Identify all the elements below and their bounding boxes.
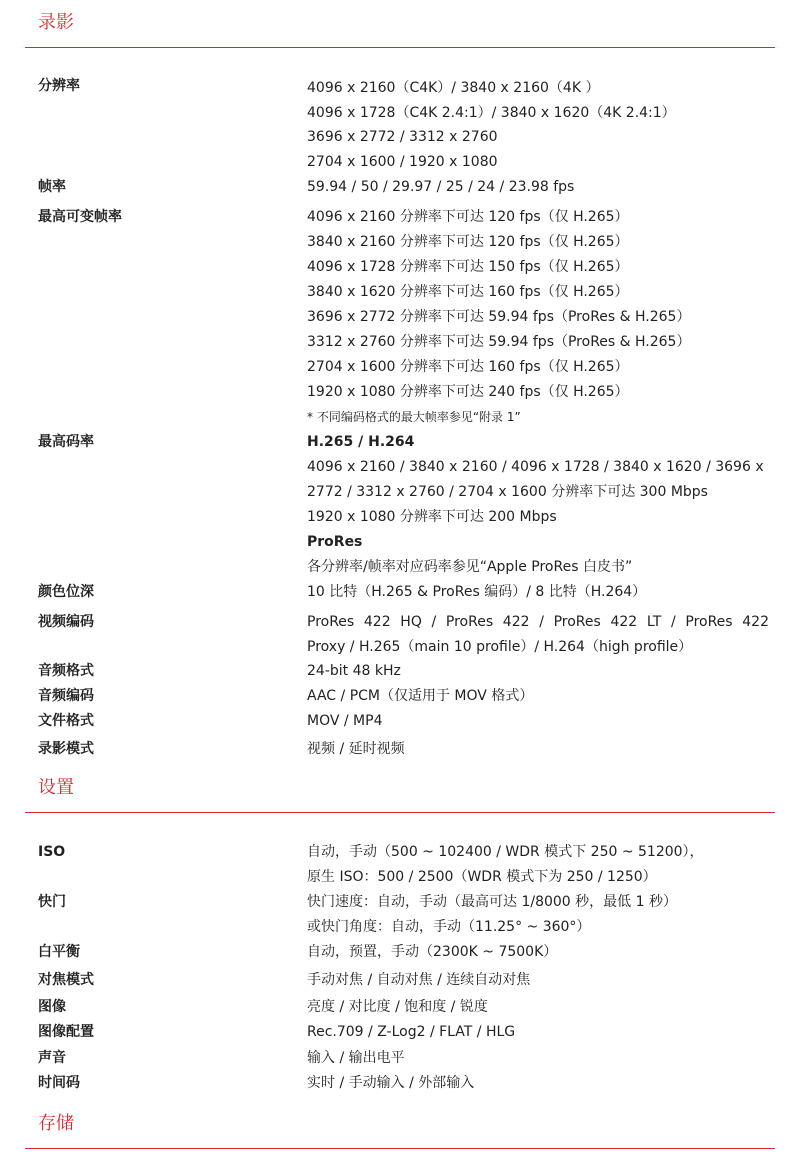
label-file-format: 文件格式 [38,713,94,729]
value-max-vfr-line-7: 2704 x 1600 分辨率下可达 160 fps（仅 H.265） [307,359,629,375]
label-max-vfr: 最高可变帧率 [38,209,122,225]
value-iso-line-1: 自动，手动（500 ~ 102400 / WDR 模式下 250 ~ 51200）， [307,844,704,860]
label-audio-format: 音频格式 [38,663,94,679]
value-max-vfr-line-1: 4096 x 2160 分辨率下可达 120 fps（仅 H.265） [307,209,629,225]
value-timecode: 实时 / 手动输入 / 外部输入 [307,1075,475,1091]
value-iso-line-2: 原生 ISO：500 / 2500（WDR 模式下为 250 / 1250） [307,869,657,885]
label-record-mode: 录影模式 [38,741,94,757]
value-shutter-line-1: 快门速度：自动，手动（最高可达 1/8000 秒，最低 1 秒） [307,894,677,910]
value-audio-format: 24-bit 48 kHz [307,663,401,679]
value-color-depth: 10 比特（H.265 & ProRes 编码）/ 8 比特（H.264） [307,584,647,600]
value-max-vfr-line-8: 1920 x 1080 分辨率下可达 240 fps（仅 H.265） [307,384,629,400]
value-bitrate-prores-line: 各分辨率/帧率对应码率参见“Apple ProRes 白皮书” [307,559,633,575]
value-bitrate-h265-line-1: 4096 x 2160 / 3840 x 2160 / 4096 x 1728 / 3840 x 1620 / 3696 x [307,459,764,475]
section-divider-storage [25,1148,775,1149]
section-title-storage: 存储 [38,1113,74,1134]
value-max-vfr-line-3: 4096 x 1728 分辨率下可达 150 fps（仅 H.265） [307,259,629,275]
value-image-profile: Rec.709 / Z-Log2 / FLAT / HLG [307,1024,516,1040]
value-audio-codec: AAC / PCM（仅适用于 MOV 格式） [307,688,534,704]
value-resolution-line-3: 3696 x 2772 / 3312 x 2760 [307,129,498,145]
label-image: 图像 [38,999,66,1015]
value-image: 亮度 / 对比度 / 饱和度 / 锐度 [307,999,488,1015]
section-divider-settings [25,812,775,813]
label-resolution: 分辨率 [38,78,80,94]
value-focus-mode: 手动对焦 / 自动对焦 / 连续自动对焦 [307,972,531,988]
value-video-codec-line-1: ProRes 422 HQ / ProRes 422 / ProRes 422 LT / ProRes 422 [307,614,769,630]
value-white-balance: 自动，预置，手动（2300K ~ 7500K） [307,944,558,960]
label-video-codec: 视频编码 [38,614,94,630]
value-frame-rate: 59.94 / 50 / 29.97 / 25 / 24 / 23.98 fps [307,179,575,195]
label-frame-rate: 帧率 [38,179,66,195]
label-audio: 声音 [38,1050,66,1066]
section-divider-recording [25,47,775,48]
section-title-recording: 录影 [38,12,74,33]
value-shutter-line-2: 或快门角度：自动，手动（11.25° ~ 360°） [307,919,591,935]
value-resolution-line-2: 4096 x 1728（C4K 2.4:1）/ 3840 x 1620（4K 2.4:1） [307,105,676,121]
value-audio: 输入 / 输出电平 [307,1050,405,1066]
label-timecode: 时间码 [38,1075,80,1091]
value-bitrate-prores-heading: ProRes [307,534,363,550]
label-iso: ISO [38,844,66,860]
value-max-vfr-note: * 不同编码格式的最大帧率参见“附录 1” [307,410,521,424]
label-audio-codec: 音频编码 [38,688,94,704]
value-bitrate-h265-line-3: 1920 x 1080 分辨率下可达 200 Mbps [307,509,557,525]
label-shutter: 快门 [38,894,66,910]
label-focus-mode: 对焦模式 [38,972,94,988]
label-white-balance: 白平衡 [38,944,80,960]
value-bitrate-h265-heading: H.265 / H.264 [307,434,415,450]
value-max-vfr-line-4: 3840 x 1620 分辨率下可达 160 fps（仅 H.265） [307,284,629,300]
section-title-settings: 设置 [38,777,74,798]
value-max-vfr-line-6: 3312 x 2760 分辨率下可达 59.94 fps（ProRes & H.265） [307,334,691,350]
value-resolution-line-4: 2704 x 1600 / 1920 x 1080 [307,154,498,170]
value-file-format: MOV / MP4 [307,713,383,729]
value-resolution-line-1: 4096 x 2160（C4K）/ 3840 x 2160（4K ） [307,80,600,96]
value-max-vfr-line-2: 3840 x 2160 分辨率下可达 120 fps（仅 H.265） [307,234,629,250]
label-max-bitrate: 最高码率 [38,434,94,450]
label-image-profile: 图像配置 [38,1024,94,1040]
value-video-codec-line-2: Proxy / H.265（main 10 profile）/ H.264（high profile） [307,639,693,655]
value-record-mode: 视频 / 延时视频 [307,741,405,757]
value-max-vfr-line-5: 3696 x 2772 分辨率下可达 59.94 fps（ProRes & H.265） [307,309,691,325]
label-color-depth: 颜色位深 [38,584,94,600]
value-bitrate-h265-line-2: 2772 / 3312 x 2760 / 2704 x 1600 分辨率下可达 300 Mbps [307,484,708,500]
